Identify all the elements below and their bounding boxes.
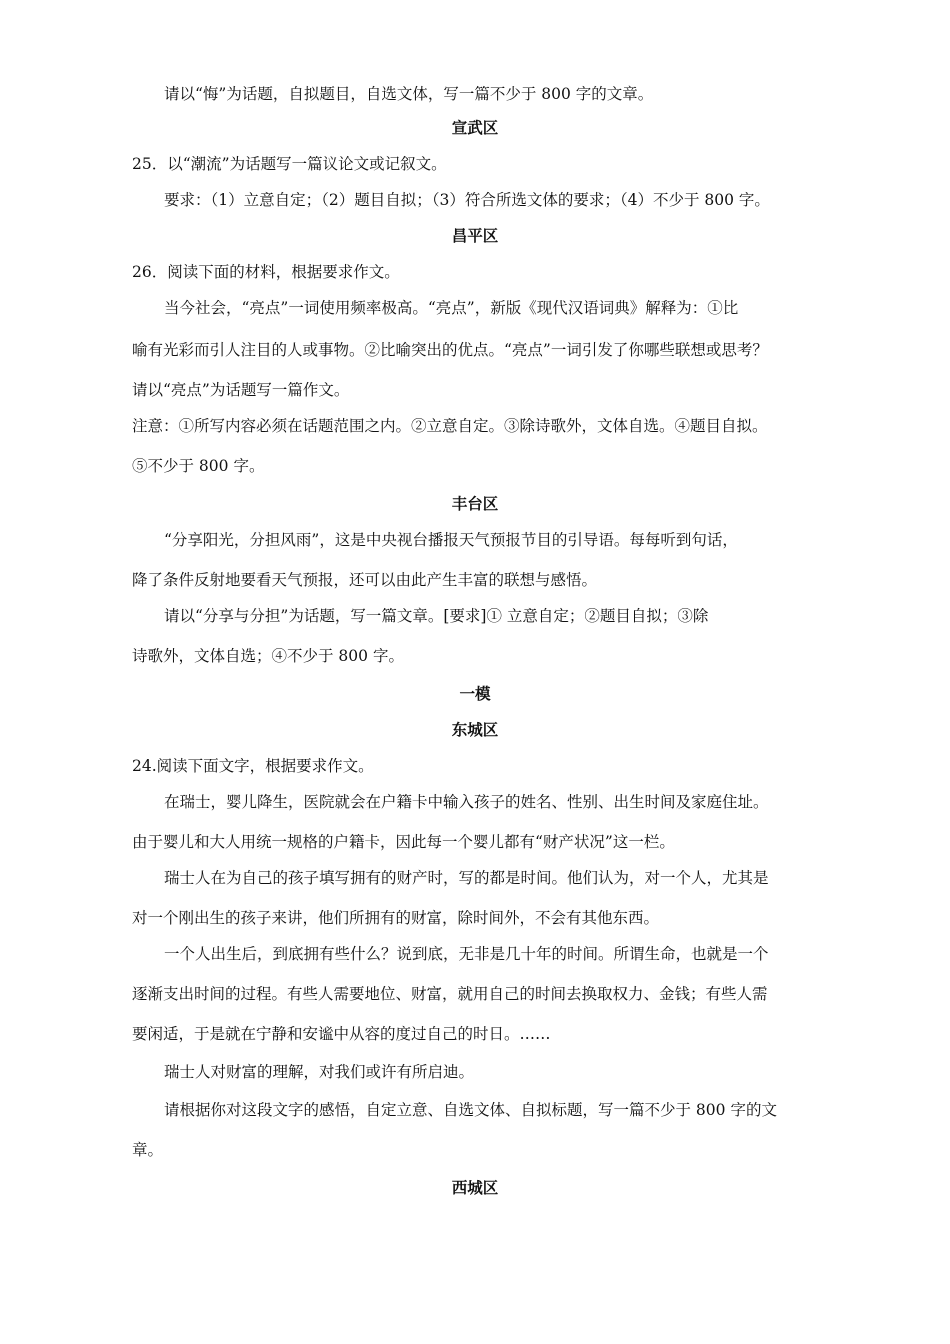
text-line: 对一个刚出生的孩子来讲，他们所拥有的财富，除时间外，不会有其他东西。	[132, 909, 660, 927]
section-heading: 宣武区	[451, 119, 499, 137]
text-line: 请以“分享与分担”为话题，写一篇文章。[要求]① 立意自定；②题目自拟；③除	[164, 607, 709, 625]
section-heading: 昌平区	[451, 227, 499, 245]
question-title: 25．以“潮流”为话题写一篇议论文或记叙文。	[132, 155, 447, 173]
text-line: 请以“悔”为话题，自拟题目，自选文体，写一篇不少于 800 字的文章。	[164, 85, 654, 103]
text-line: 由于婴儿和大人用统一规格的户籍卡，因此每一个婴儿都有“财产状况”这一栏。	[132, 833, 675, 851]
section-heading: 东城区	[451, 721, 499, 739]
text-line: 要闲适，于是就在宁静和安谧中从容的度过自己的时日。……	[132, 1025, 551, 1043]
section-heading: 丰台区	[451, 495, 499, 513]
question-title: 24.阅读下面文字，根据要求作文。	[132, 757, 374, 775]
text-line: 诗歌外，文体自选；④不少于 800 字。	[132, 647, 404, 665]
text-line: 注意：①所写内容必须在话题范围之内。②立意自定。③除诗歌外，文体自选。④题目自拟。	[132, 417, 768, 435]
text-line: 一个人出生后，到底拥有些什么？说到底，无非是几十年的时间。所谓生命，也就是一个	[164, 945, 769, 963]
text-line: 当今社会，“亮点”一词使用频率极高。“亮点”，新版《现代汉语词典》解释为：①比	[164, 299, 739, 317]
text-line: 在瑞士，婴儿降生，医院就会在户籍卡中输入孩子的姓名、性别、出生时间及家庭住址。	[164, 793, 769, 811]
text-line: 瑞士人对财富的理解，对我们或许有所启迪。	[164, 1063, 475, 1081]
text-line: 请以“亮点”为话题写一篇作文。	[132, 381, 350, 399]
text-line: ⑤不少于 800 字。	[132, 457, 265, 475]
text-line: 逐渐支出时间的过程。有些人需要地位、财富，就用自己的时间去换取权力、金钱；有些人需	[132, 985, 768, 1003]
section-heading: 西城区	[451, 1179, 499, 1197]
text-line: 降了条件反射地要看天气预报，还可以由此产生丰富的联想与感悟。	[132, 571, 598, 589]
text-line: “分享阳光，分担风雨”，这是中央视台播报天气预报节目的引导语。每每听到句话，	[164, 531, 738, 549]
section-heading: 一模	[459, 685, 491, 703]
text-line: 瑞士人在为自己的孩子填写拥有的财产时，写的都是时间。他们认为，对一个人，尤其是	[164, 869, 769, 887]
text-line: 喻有光彩而引人注目的人或事物。②比喻突出的优点。“亮点”一词引发了你哪些联想或思考？	[132, 341, 768, 359]
text-line: 请根据你对这段文字的感悟，自定立意、自选文体、自拟标题，写一篇不少于 800 字的文	[164, 1101, 777, 1119]
text-line: 要求：（1）立意自定；（2）题目自拟；（3）符合所选文体的要求；（4）不少于 800 字。	[164, 191, 770, 209]
question-title: 26．阅读下面的材料，根据要求作文。	[132, 263, 400, 281]
text-line: 章。	[132, 1141, 164, 1159]
